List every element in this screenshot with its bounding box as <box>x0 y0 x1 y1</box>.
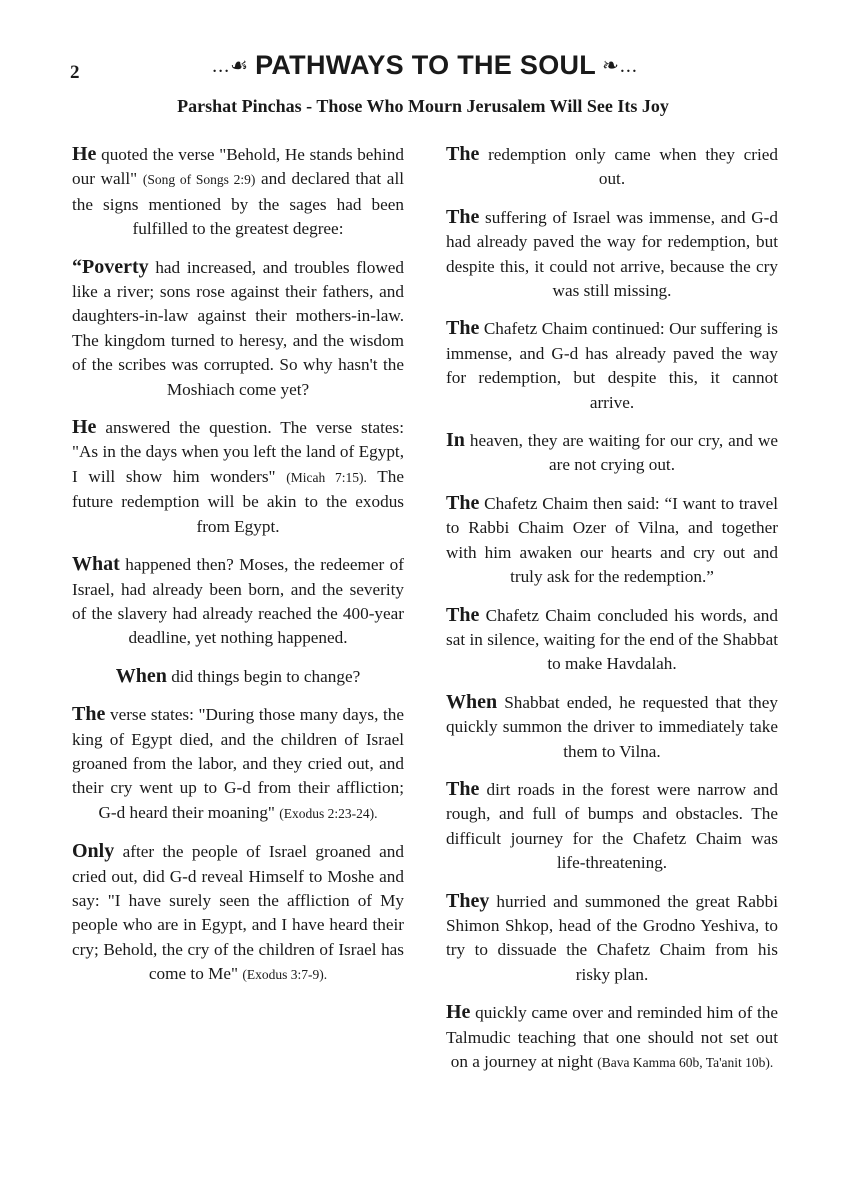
right-column <box>446 142 778 1088</box>
paragraph-text: Shabbat ended, he requested that they quickly summon the driver to immediately take them to Vilna. <box>446 692 778 761</box>
paragraph-lead-word: He <box>72 143 97 165</box>
paragraph <box>446 142 778 192</box>
citation: (Song of Songs 2:9) <box>142 172 256 188</box>
citation: (Exodus 2:23-24). <box>279 805 378 821</box>
paragraph-lead-word: He <box>72 416 97 439</box>
paragraph <box>72 142 404 242</box>
paragraph-lead-word: They <box>446 889 490 912</box>
paragraph-text: heaven, they are waiting for our cry, and we are not crying out. <box>464 431 778 475</box>
paragraph-lead-word: When <box>446 690 498 713</box>
paragraph-text: verse states: "During those many days, the king of Egypt died, and the children of Israel groaned from the labor, and they cried out, and their cry went up to G-d from their affliction; G-d heard their moaning" <box>72 705 404 822</box>
paragraph-text: hurried and summoned the great Rabbi Shimon Shkop, head of the Grodno Yeshiva, to try to dissuade the Chafetz Chaim from his risky plan. <box>446 891 778 984</box>
article-subtitle: Parshat Pinchas - Those Who Mourn Jerusalem Will See Its Joy <box>177 96 669 116</box>
paragraph-text: redemption only came when they cried out. <box>479 145 778 189</box>
paragraph-lead-word: “Poverty <box>72 255 149 278</box>
paragraph <box>446 428 778 478</box>
paragraph <box>72 839 404 987</box>
paragraph-lead-word: The <box>446 317 480 340</box>
paragraph-text: suffering of Israel was immense, and G-d had already paved the way for redemption, but despite this, it could not arrive, because the cry was still missing. <box>446 207 778 301</box>
paragraph-lead-word: Only <box>72 840 115 863</box>
flourish-right-ornament: ❧... <box>602 55 638 77</box>
paragraph-lead-word: The <box>72 703 106 726</box>
paragraph-text: Chafetz Chaim concluded his words, and sat in silence, waiting for the end of the Shabbat to make Havdalah. <box>446 605 778 674</box>
paragraph <box>446 316 778 415</box>
citation: (Bava Kamma 60b, Ta'anit 10b). <box>597 1055 774 1070</box>
citation: (Exodus 3:7-9). <box>242 967 328 983</box>
paragraph-lead-word: When <box>115 664 167 687</box>
paragraph-lead-word: The <box>446 205 480 228</box>
paragraph-text: Chafetz Chaim then said: “I want to travel to Rabbi Chaim Ozer of Vilna, and together with him awaken our hearts and cry out and truly ask for the redemption.” <box>446 493 778 587</box>
paragraph-lead-word: The <box>446 777 480 800</box>
paragraph-lead-word: What <box>72 553 120 576</box>
paragraph-lead-word: In <box>446 429 465 452</box>
paragraph-lead-word: He <box>446 1001 471 1024</box>
paragraph <box>72 552 404 651</box>
running-title: PATHWAYS TO THE SOUL <box>255 50 597 80</box>
citation: (Micah 7:15). <box>286 469 367 485</box>
paragraph-lead-word: The <box>446 491 480 514</box>
left-column <box>72 142 404 1001</box>
paragraph-text: quoted the verse "Behold, He stands behind our wall" <box>72 145 404 189</box>
paragraph-lead-word: The <box>446 143 480 165</box>
paragraph <box>72 702 404 826</box>
paragraph-text: dirt roads in the forest were narrow and rough, and full of bumps and obstacles. The difficult journey for the Chafetz Chaim was life-threatening. <box>446 779 778 873</box>
paragraph-text: Chafetz Chaim continued: Our suffering is immense, and G-d has already paved the way for redemption, but despite this, it cannot arrive. <box>446 319 778 412</box>
paragraph-text-tail: and declared that all the signs mentioned by the sages had been fulfilled to the greatest degree: <box>72 169 404 239</box>
paragraph <box>446 1000 778 1075</box>
paragraph-text: answered the question. The verse states: "As in the days when you left the land of Egypt, I will show him wonders" <box>72 418 404 486</box>
paragraph-lead-word: The <box>446 603 480 626</box>
paragraph <box>72 664 404 689</box>
page-number: 2 <box>70 62 80 83</box>
paragraph <box>72 255 404 402</box>
paragraph-text: happened then? Moses, the redeemer of Israel, had already been born, and the severity of the slavery had already reached the 400-year deadline, yet nothing happened. <box>72 555 404 648</box>
paragraph <box>446 603 778 677</box>
paragraph-text: after the people of Israel groaned and cried out, did G-d reveal Himself to Moshe and say: "I have surely seen the affliction of My people who are in Egypt, and I have heard their cry; Behold, the cry of the children of Israel has come to Me" <box>72 842 404 984</box>
paragraph-text: quickly came over and reminded him of the Talmudic teaching that one should not set out on a journey at night <box>446 1003 778 1071</box>
paragraph <box>446 690 778 764</box>
paragraph <box>72 415 404 539</box>
paragraph-text-tail: The future redemption will be akin to the exodus from Egypt. <box>72 466 404 536</box>
paragraph-text: had increased, and troubles flowed like a river; sons rose against their fathers, and daughters-in-law against their mothers-in-law. The kingdom turned to heresy, and the wisdom of the scribes was corrupted. So why hasn't the Moshiach come yet? <box>72 257 404 399</box>
flourish-left-ornament: ...☙ <box>212 55 250 77</box>
paragraph <box>446 889 778 988</box>
paragraph <box>446 777 778 876</box>
paragraph <box>446 205 778 304</box>
paragraph-text: did things begin to change? <box>166 666 361 686</box>
running-header <box>130 50 720 81</box>
paragraph <box>446 491 778 590</box>
